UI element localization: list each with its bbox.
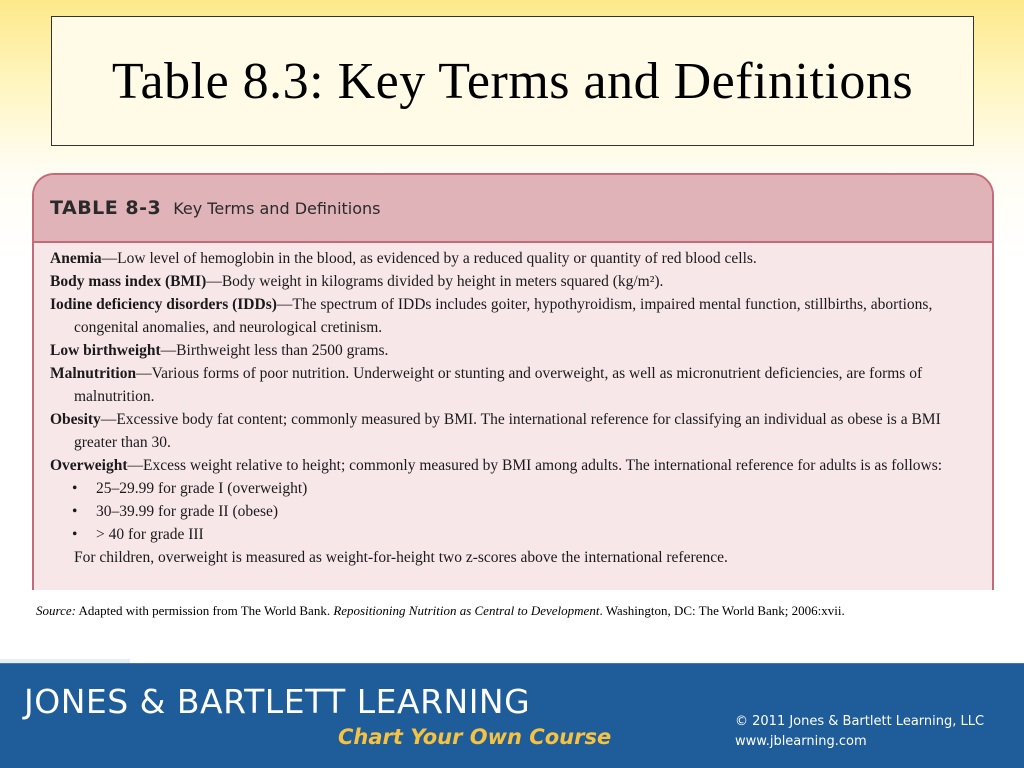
source-label: Source: [36,603,76,618]
table-header [34,175,992,243]
entry-bmi [50,270,976,293]
definition: —Low level of hemoglobin in the blood, as evidenced by a reduced quality or quantity of red blood cells. [101,250,757,267]
source-citation [36,601,996,620]
term: Body mass index (BMI) [50,273,207,290]
term: Low birthweight [50,342,161,359]
table-number: TABLE 8-3 [50,197,162,219]
slide-title: Table 8.3: Key Terms and Definitions [111,52,914,110]
list-item: • 30–39.99 for grade II (obese) [72,500,976,523]
table-body [34,243,992,569]
entry-malnutrition [50,362,976,408]
source-text-before: Adapted with permission from The World Bank. [75,603,334,618]
overweight-grades-list [50,477,976,546]
definition: —Body weight in kilograms divided by height in meters squared (kg/m²). [206,273,664,290]
list-item: • > 40 for grade III [72,523,976,546]
definition: —The spectrum of IDDs includes goiter, hypothyroidism, impaired mental function, stillbirths, abortions, congenital anomalies, and neurological cretinism. [74,296,933,336]
definition: —Various forms of poor nutrition. Underweight or stunting and overweight, as well as micronutrient deficiencies, are forms of malnutrition. [74,365,923,405]
slide-title-box [51,16,974,146]
term: Overweight [50,457,128,474]
entry-low-birthweight [50,339,976,362]
definition: —Excessive body fat content; commonly measured by BMI. The international reference for classifying an individual as obese is a BMI greater than 30. [74,411,941,451]
footer-banner [0,663,1024,768]
term: Malnutrition [50,365,137,382]
term: Obesity [50,411,101,428]
entry-idd [50,293,976,339]
source-text-after: . Washington, DC: The World Bank; 2006:xvii. [599,603,845,618]
publisher-logo-text: JONES & BARTLETT LEARNING [24,682,531,721]
children-note: For children, overweight is measured as weight-for-height two z-scores above the international reference. [74,549,728,566]
entry-anemia [50,247,976,270]
entry-overweight [50,454,976,477]
key-terms-table [32,173,994,590]
list-item: • 25–29.99 for grade I (overweight) [72,477,976,500]
copyright-text: © 2011 Jones & Bartlett Learning, LLC [735,714,985,729]
website-text: www.jblearning.com [735,734,867,749]
term: Iodine deficiency disorders (IDDs) [50,296,277,313]
definition: —Excess weight relative to height; commonly measured by BMI among adults. The international reference for adults is as follows: [127,457,943,474]
term: Anemia [50,250,102,267]
source-publication: Repositioning Nutrition as Central to Development [333,603,600,618]
entry-obesity [50,408,976,454]
definition: —Birthweight less than 2500 grams. [160,342,389,359]
table-title: Key Terms and Definitions [173,198,381,218]
copyright-block [735,712,984,752]
publisher-tagline: Chart Your Own Course [338,725,612,749]
